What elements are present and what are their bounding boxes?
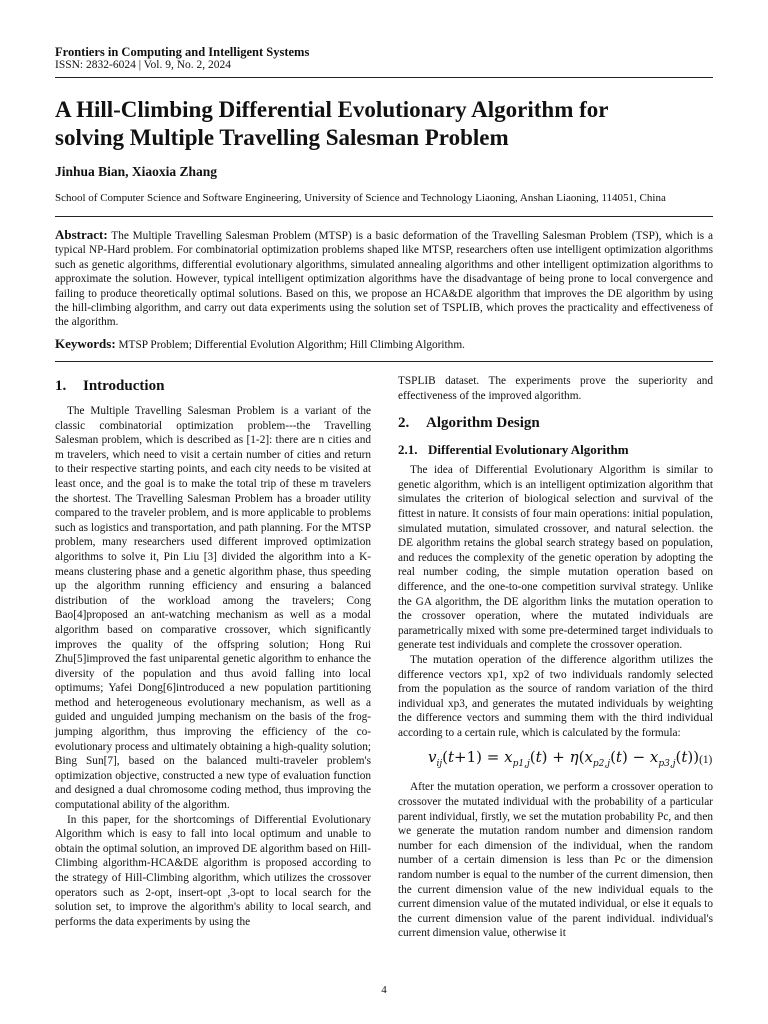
paragraph: After the mutation operation, we perform a crossover operation to crossover the mutated individual with the probability of a particular parent individual, firstly, we set the mutation probability Pc, and then we generate the mutation random number and dimension random number for each dimension of the individual, when the random number of a certain dimension is less than Pc or the dimension random number is equal to the number of the current dimension, then the current dimension value of the new individual equals to the current dimension value of the mutated individual, or else it equals to the current dimension value of the parent individual. individual's current dimension value, otherwise it [398, 781, 713, 940]
subsection-heading [398, 441, 713, 459]
left-column [55, 376, 371, 929]
paragraph: The Multiple Travelling Salesman Problem is a variant of the classic combinatorial optimization problem---the Travelling Salesman problem, which is described as [1-2]: there are n cities and m travelers, which need to visit a certain number of cities and return to their respective starting points, and each city needs to be visited at least once, and the goal is to make the total trip of these m travelers the shortest. The Travelling Salesman Problem has a broader utility compared to the traveler problem, and is more applicable to problems such as logistics and transportation, and path planning. For the MTSP problem, many researchers used different improved optimization algorithms to solve it, Pin Liu [3] divided the algorithm into a K-means clustering phase and a genetic algorithm phase, thus speeding up the algorithm running efficiency and ensuring a balanced distribution of the workload among the travelers; Cong Bao[4]proposed an ant-watching mechanism as well as a modal algorithm based on comparative crossover, which significantly improves the quality of the offspring solution; Hong Rui Zhu[5]improved the fast uniparental genetic algorithm to enhance the diversity of the population and thus avoid falling into local optimums; Yafei Dong[6]introduced a new population partitioning method and heterogeneous evolutionary mechanism, as well as a guided and unguided jumping mechanism on the basis of the frog-jumping algorithm, thus improving the efficiency of the co-evolutionary process and ultimately obtaining a high-quality solution; Bing Sun[7], based on the balanced multi-traveler problem's optimization objective, constructed a new type of evaluation function and designed a dual chromosome coding method, thus improving the computational ability of the algorithm. [55, 405, 371, 812]
title-line: A Hill-Climbing Differential Evolutionary Algorithm for [55, 97, 609, 122]
section-number: 1. [55, 378, 67, 394]
paper-page [55, 0, 713, 1024]
page-number: 4 [381, 984, 387, 996]
authors: Jinhua Bian, Xiaoxia Zhang [55, 164, 218, 179]
keywords-text: MTSP Problem; Differential Evolution Algorithm; Hill Climbing Algorithm. [118, 339, 465, 351]
equation-number: (1) [699, 754, 713, 767]
paragraph-continued: TSPLIB dataset. The experiments prove the superiority and effectiveness of the improved algorithm. [398, 375, 713, 402]
section-heading [398, 413, 713, 433]
journal-issn: ISSN: 2832-6024 | Vol. 9, No. 2, 2024 [55, 59, 231, 71]
title-line: solving Multiple Travelling Salesman Problem [55, 125, 509, 150]
affiliation-divider [55, 216, 713, 217]
right-column [398, 374, 713, 941]
affiliation: School of Computer Science and Software Engineering, University of Science and Technology Liaoning, Anshan Liaoning, 114051, China [55, 192, 666, 204]
journal-name: Frontiers in Computing and Intelligent Systems [55, 45, 310, 59]
subsection-number: 2.1. [398, 442, 418, 458]
section-title: Introduction [83, 378, 165, 394]
paper-title [55, 96, 713, 152]
header-divider [55, 77, 713, 78]
paragraph: In this paper, for the shortcomings of Differential Evolutionary Algorithm which is easy to fall into local optimum and unable to obtain the optimal solution, an improved DE algorithm based on Hill-Climbing algorithm-HCA&DE algorithm is proposed according to the strategy of Hill-Climbing algorithm, which utilizes the crossover operators such as 2-opt, insert-opt ,3-opt to local search for the solution set, to improve the algorithm's ability to local search, and performs the data experiments by using the [55, 813, 371, 928]
abstract-text: The Multiple Travelling Salesman Problem (MTSP) is a basic deformation of the Travelling Salesman Problem (TSP), which is a typical NP-Hard problem. For combinatorial optimization problems shaped like MTSP, researchers often use intelligent optimization algorithms such as genetic algorithms, differential evolutionary algorithms, simulated annealing algorithms and other intelligent optimization algorithms to approximate the solution. However, typical intelligent optimization algorithms have the disadvantage of being prone to local convergence and failing to produce theoretically optimal solutions. Based on this, we propose an HCA&DE algorithm that improves the DE algorithm by using the hill-climbing algorithm, and carry out data experiments using the solution set of TSPLIB, which proves the practicality and effectiveness of the algorithm. [55, 230, 713, 329]
paragraph: The mutation operation of the difference algorithm utilizes the difference vectors xp1, xp2 of two individuals randomly selected from the population as the source of random variation of the third individual xp3, and generates the mutated individuals by weighting the difference vectors and summing them with the third individual according to a certain rule, which is calculated by the formula: [398, 653, 713, 739]
section-heading [55, 376, 371, 396]
section-title: Algorithm Design [426, 415, 540, 432]
abstract-label: Abstract: [55, 227, 108, 242]
section-number: 2. [398, 415, 410, 432]
paragraph: The idea of Differential Evolutionary Algorithm is similar to genetic algorithm, which is an intelligent optimization algorithm that simulates the criterion of biological selection and survival of the fittest in nature. It consists of four main operations: initial population, simulated mutation, simulated crossover, and natural selection. the DE algorithm retains the global search strategy based on population, and reduces the complexity of the genetic operation by adopting the real number coding, the simple mutation operation based on difference, and the one-to-one competition survival strategy. Unlike the GA algorithm, the DE algorithm links the mutation operation to the crossover operation, where the mutated individuals are parametrically mixed with some pre-determined target individuals to generate test individuals and complete the crossover operation. [398, 464, 713, 652]
keywords-divider [55, 361, 713, 362]
keywords [55, 336, 713, 352]
subsection-title: Differential Evolutionary Algorithm [428, 442, 629, 458]
keywords-label: Keywords: [55, 336, 116, 351]
equation [398, 744, 713, 776]
abstract [55, 228, 713, 330]
equation-expression: $v_{ij}(t+1) = x_{p1,j}(t) + \eta(x_{p2,j}(t) - x_{p3,j}(t))$ [428, 747, 700, 769]
